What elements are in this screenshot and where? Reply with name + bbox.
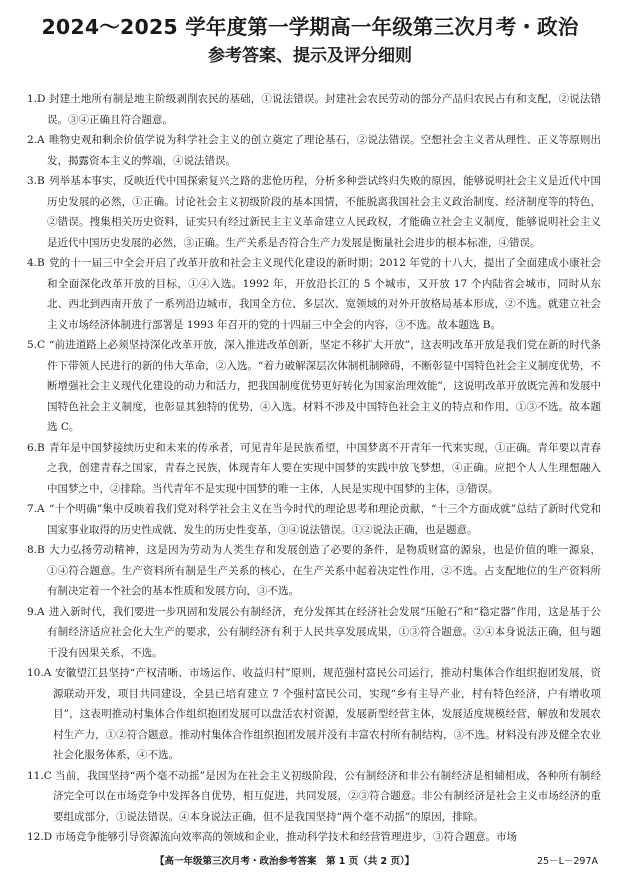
answer-list — [27, 89, 601, 848]
item-explanation: 青年是中国梦接续历史和未来的传承者，可见青年是民族希望，中国梦离不开青年一代来实现，①正确。青年要以青春之我，创建青春之国家，青春之民族，体现青年人要在实现中国梦的实践中放飞梦想，④正确。应把个人人生理想融入中国梦之中，②排除。当代青年不是实现中国梦的唯一主体，人民是实现中国梦的主体，③错误。 — [47, 441, 601, 495]
item-explanation: “十个明确”集中反映着我们党对科学社会主义在当今时代的理论思考和理论贡献，“十三个方面成就”总结了新时代党和国家事业取得的历史性成就、发生的历史性变革，③④说法错误。①②说法正确，也是题意。 — [47, 503, 601, 536]
item-explanation: 市场竞争能够引导资源流向效率高的领域和企业，推动科学技术和经营管理进步，③符合题意。市场 — [55, 831, 517, 843]
item-number: 3.B — [27, 175, 45, 187]
item-explanation: 当前，我国坚持“两个毫不动摇”是因为在社会主义初级阶段，公有制经济和非公有制经济是相辅相成，各种所有制经济完全可以在市场竞争中发挥各自优势，相互促进，共同发展，②③符合题意。非公有制经济是社会主义市场经济的重要组成部分，①说法错误。④本身说法正确，但不是我国坚持“两个毫不动摇”的原因，排除。 — [53, 769, 601, 823]
item-number: 9.A — [27, 605, 45, 618]
item-explanation: 列举基本事实，反映近代中国探索复兴之路的悲怆历程，分析多种尝试终归失败的原因，能够说明社会主义是近代中国历史发展的必然，①正确。讨论社会主义初级阶段的基本国情，不能脱离我国社会主义政治制度、经济制度等的特色，②错误。搜集相关历史资料，证实只有经过新民主主义革命建立人民政权，才能确立社会主义制度，能够说明社会主义是近代中国历史发展的必然，③正确。生产关系是否符合生产力发展是衡量社会进步的根本标准，④错误。 — [47, 175, 601, 249]
item-number: 7.A — [27, 503, 45, 515]
item-number: 1.D — [27, 93, 46, 105]
answer-item-5 — [27, 335, 601, 438]
item-explanation: 大力弘扬劳动精神，这是因为劳动为人类生存和发展创造了必要的条件，是物质财富的源泉，也是价值的唯一源泉，①④符合题意。生产资料所有制是生产关系的核心，在生产关系中起着决定性作用，②不选。占支配地位的生产资料所有制决定着一个社会的基本性质和发展方向，③不选。 — [47, 544, 601, 597]
item-explanation: “前进道路上必须坚持深化改革开放，深入推进改革创新，坚定不移扩大开放”，这表明改革开放是我们党在新的时代条件下带领人民进行的新的伟大革命，②入选。“着力破解深层次体制机制障碍，不断彰显中国特色社会主义制度优势，不断增强社会主义现代化建设的动力和活力，把我国制度优势更好转化为国家治理效能”，这说明改革开放既完善和发展中国特色社会主义制度，也彰显其独特的优势，④入选。材料不涉及中国特色社会主义的特点和作用，①③不选。故本题选 C。 — [47, 339, 601, 433]
item-number: 11.C — [27, 769, 52, 782]
footer-code: 25－L－297A — [536, 856, 598, 867]
footer-page-info: 【高一年级第三次月考・政治参考答案 第 1 页（共 2 页）】 — [155, 856, 415, 867]
answer-item-7 — [27, 499, 601, 540]
answer-item-1 — [27, 89, 601, 130]
answer-item-4 — [27, 253, 601, 335]
item-number: 6.B — [27, 441, 45, 454]
item-number: 12.D — [27, 831, 53, 843]
item-number: 10.A — [27, 667, 52, 679]
item-explanation: 安徽望江县坚持“产权清晰、市场运作、收益归村”原则，规范强村富民公司运行，推动村集体合作组织抱团发展，资源联动开发，项目共同建设，全县已培育建立 7 个强村富民公司，实现“乡有主导产业，村有特色经济，户有增收项目”，这表明推动村集体合作组织抱团发展可以盘活农村资源，发展新型经营主体，发展适度规模经营，解放和发展农村生产力，①②符合题意。推动村集体合作组织抱团发展并没有丰富农村所有制结构，③不选。材料没有涉及健全农业社会化服务体系，④不选。 — [53, 667, 601, 761]
item-number: 5.C — [27, 339, 46, 351]
item-explanation: 进入新时代，我们要进一步巩固和发展公有制经济，充分发挥其在经济社会发展“压舱石”和“稳定器”作用，这是基于公有制经济适应社会化大生产的要求，公有制经济有利于人民共享发展成果，①③符合题意。②④本身说法正确，但与题干没有因果关系，不选。 — [47, 605, 601, 659]
answer-item-11 — [27, 766, 601, 828]
answer-item-2 — [27, 130, 601, 171]
answer-item-3 — [27, 171, 601, 253]
item-number: 4.B — [27, 257, 45, 269]
answer-item-9 — [27, 602, 601, 664]
item-number: 8.B — [27, 544, 45, 556]
page-subtitle: 参考答案、提示及评分细则 — [208, 46, 412, 66]
item-number: 2.A — [27, 134, 45, 146]
answer-item-12 — [27, 827, 601, 848]
answer-item-10 — [27, 663, 601, 766]
item-explanation: 唯物史观和剩余价值学说为科学社会主义的创立奠定了理论基石，②说法错误。空想社会主义者从理性、正义等原则出发，揭露资本主义的弊端，④说法错误。 — [47, 134, 601, 167]
item-explanation: 封建土地所有制是地主阶级剥削农民的基础，①说法错误。封建社会农民劳动的部分产品归农民占有和支配，②说法错误。③④正确且符合题意。 — [47, 93, 601, 126]
answer-item-8 — [27, 540, 601, 602]
answer-item-6 — [27, 438, 601, 500]
page-title: 2024～2025 学年度第一学期高一年级第三次月考・政治 — [41, 15, 579, 39]
item-explanation: 党的十一届三中全会开启了改革开放和社会主义现代化建设的新时期；2012 年党的十八大，提出了全面建成小康社会和全面深化改革开放的目标，①④入选。1992 年，开放沿长江的 5 个城市，又开放 17 个内陆省会城市，同时从东北、西北到西南开放了一系列沿边城市，我国全方位、多层次、宽领域的对外开放格局基本形成，②不选。就建立社会主义市场经济体制进行部署是 1993 年召开的党的十四届三中全会的内容，③不选。故本题选 B。 — [47, 257, 601, 331]
